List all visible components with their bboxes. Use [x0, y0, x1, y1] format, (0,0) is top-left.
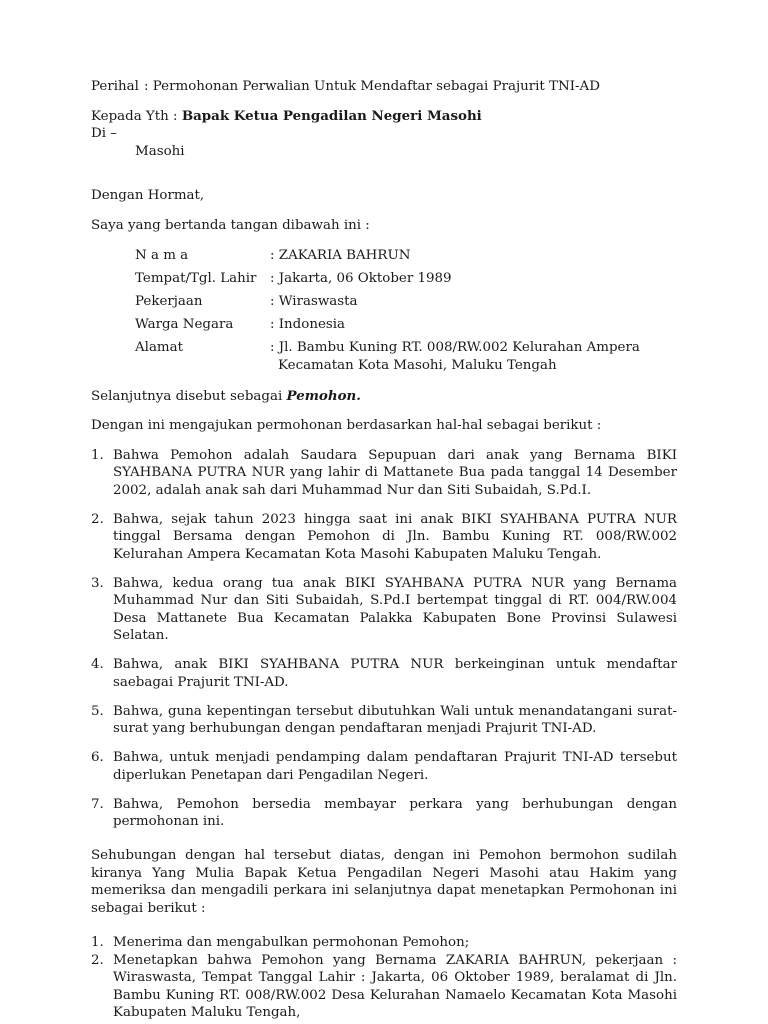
- recipient-place: Masohi: [135, 143, 185, 159]
- greeting: Dengan Hormat,: [91, 188, 205, 203]
- closing-paragraph: Sehubungan dengan hal tersebut diatas, dengan ini Pemohon bermohon sudilah kiranya Yang Mulia Bapak Ketua Pengadilan Negeri Masohi atau Hakim yang memeriksa dan mengadili perkara ini selanjutnya dapat menetapkan Permohonan ini sebagai berikut :: [91, 848, 677, 916]
- list-item: 1. Menerima dan mengabulkan permohonan Pemohon;: [91, 935, 470, 950]
- identity-row-address: [135, 339, 677, 374]
- identity-label: Pekerjaan: [135, 294, 203, 309]
- identity-row-job: [135, 293, 677, 311]
- submission-text: Dengan ini mengajukan permohonan berdasarkan hal-hal sebagai berikut :: [91, 418, 602, 433]
- identity-value: : Wiraswasta: [270, 294, 358, 309]
- letter-page: [91, 78, 677, 1022]
- referred-as: [91, 388, 677, 406]
- referred-text: Selanjutnya disebut sebagai: [91, 388, 287, 404]
- points-list: [91, 447, 677, 831]
- list-item: 2. Bahwa, sejak tahun 2023 hingga saat ini anak BIKI SYAHBANA PUTRA NUR tinggal Bersama dengan Pemohon di Jln. Bambu Kuning RT. 008/RW.002 Kelurahan Ampera Kecamatan Kota Masohi Kabupaten Maluku Tengah.: [91, 511, 677, 562]
- identity-label: Warga Negara: [135, 317, 234, 332]
- intro-text: Saya yang bertanda tangan dibawah ini :: [91, 217, 370, 233]
- list-item: 3. Bahwa, kedua orang tua anak BIKI SYAHBANA PUTRA NUR yang Bernama Muhammad Nur dan Siti Subaidah, S.Pd.I bertempat tinggal di RT. 004/RW.004 Desa Mattanete Bua Kecamatan Palakka Kabupaten Bone Provinsi Sulawesi Selatan.: [91, 575, 677, 643]
- list-item: 5. Bahwa, guna kepentingan tersebut dibutuhkan Wali untuk menandatangani surat-surat yang berhubungan dengan pendaftaran menjadi Prajurit TNI-AD.: [91, 703, 677, 736]
- recipient-line: [91, 108, 677, 126]
- requests-list: [91, 934, 677, 1022]
- identity-value: : Jl. Bambu Kuning RT. 008/RW.002 Kelurahan Ampera: [270, 340, 640, 355]
- identity-value-continued: Kecamatan Kota Masohi, Maluku Tengah: [278, 357, 557, 373]
- recipient-name: Bapak Ketua Pengadilan Negeri Masohi: [181, 107, 482, 124]
- identity-value: : Jakarta, 06 Oktober 1989: [270, 271, 452, 286]
- recipient-prefix: Kepada Yth :: [91, 108, 182, 124]
- identity-row-name: [135, 247, 677, 265]
- identity-label: Tempat/Tgl. Lahir: [135, 271, 257, 286]
- identity-row-nationality: [135, 316, 677, 334]
- identity-table: [135, 247, 677, 374]
- list-item: 1. Bahwa Pemohon adalah Saudara Sepupuan dari anak yang Bernama BIKI SYAHBANA PUTRA NUR yang lahir di Mattanete Bua pada tanggal 14 Desember 2002, adalah anak sah dari Muhammad Nur dan Siti Subaidah, S.Pd.I.: [91, 447, 677, 498]
- subject-line: [91, 78, 677, 96]
- list-item: 6. Bahwa, untuk menjadi pendamping dalam pendaftaran Prajurit TNI-AD tersebut diperlukan Penetapan dari Pengadilan Negeri.: [91, 750, 677, 783]
- identity-row-birth: [135, 270, 677, 288]
- list-item: 4. Bahwa, anak BIKI SYAHBANA PUTRA NUR berkeinginan untuk mendaftar saebagai Prajurit TNI-AD.: [91, 657, 677, 690]
- identity-label: Alamat: [135, 340, 183, 355]
- identity-label: N a m a: [135, 248, 189, 263]
- list-item: 2. Menetapkan bahwa Pemohon yang Bernama ZAKARIA BAHRUN, pekerjaan : Wiraswasta, Tempat Tanggal Lahir : Jakarta, 06 Oktober 1989, beralamat di Jln. Bambu Kuning RT. 008/RW.002 Desa Kelurahan Namaelo Kecamatan Kota Masohi Kabupaten Maluku Tengah,: [91, 952, 677, 1020]
- list-item: 7. Bahwa, Pemohon bersedia membayar perkara yang berhubungan dengan permohonan ini.: [91, 796, 677, 829]
- recipient-di: Di –: [91, 126, 117, 141]
- subject-label: Perihal: [91, 79, 139, 94]
- identity-value: : Indonesia: [270, 317, 346, 332]
- referred-term: Pemohon.: [286, 387, 361, 404]
- identity-value: : ZAKARIA BAHRUN: [270, 248, 411, 263]
- subject-value: : Permohonan Perwalian Untuk Mendaftar sebagai Prajurit TNI-AD: [144, 79, 600, 94]
